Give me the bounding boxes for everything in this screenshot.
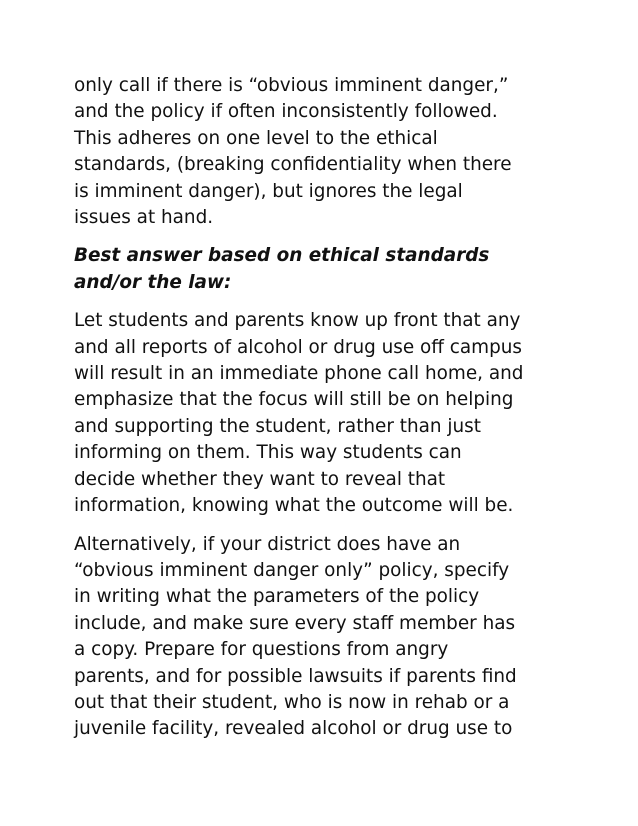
text-line: informing on them. This way students can (74, 442, 462, 464)
text-line: emphasize that the focus will still be on helping (74, 389, 514, 411)
text-line: Alternatively, if your district does have an (74, 533, 461, 555)
paragraph-policy-context (74, 73, 574, 231)
text-line: and the policy if often inconsistently followed. (74, 101, 498, 123)
text-line: parents, and for possible lawsuits if parents find (74, 665, 517, 687)
text-line: This adheres on one level to the ethical (74, 127, 438, 149)
text-line: out that their student, who is now in rehab or a (74, 691, 510, 713)
text-line: include, and make sure every staff member has (74, 612, 516, 634)
text-line: “obvious imminent danger only” policy, specify (74, 559, 510, 581)
text-line: information, knowing what the outcome will be. (74, 495, 514, 517)
text-line: and all reports of alcohol or drug use off campus (74, 336, 522, 358)
text-line: in writing what the parameters of the policy (74, 586, 480, 608)
paragraph-spacer (74, 296, 574, 308)
text-line: standards, (breaking confidentiality when there (74, 154, 512, 176)
text-line: juvenile facility, revealed alcohol or drug use to (74, 718, 513, 740)
heading-line: and/or the law: (74, 271, 232, 293)
section-heading (74, 243, 574, 296)
paragraph-spacer (74, 231, 574, 243)
heading-line: Best answer based on ethical standards (74, 245, 490, 267)
text-line: and supporting the student, rather than just (74, 415, 481, 437)
text-line: a copy. Prepare for questions from angry (74, 639, 449, 661)
text-line: issues at hand. (74, 207, 214, 229)
text-line: is imminent danger), but ignores the legal (74, 180, 463, 202)
paragraph-alternative (74, 532, 574, 743)
text-line: will result in an immediate phone call home, and (74, 363, 524, 385)
text-line: only call if there is “obvious imminent danger,” (74, 75, 509, 96)
paragraph-best-answer (74, 308, 574, 519)
paragraph-spacer (74, 520, 574, 532)
document-page (74, 73, 574, 743)
text-line: Let students and parents know up front that any (74, 310, 521, 332)
text-line: decide whether they want to reveal that (74, 468, 446, 490)
